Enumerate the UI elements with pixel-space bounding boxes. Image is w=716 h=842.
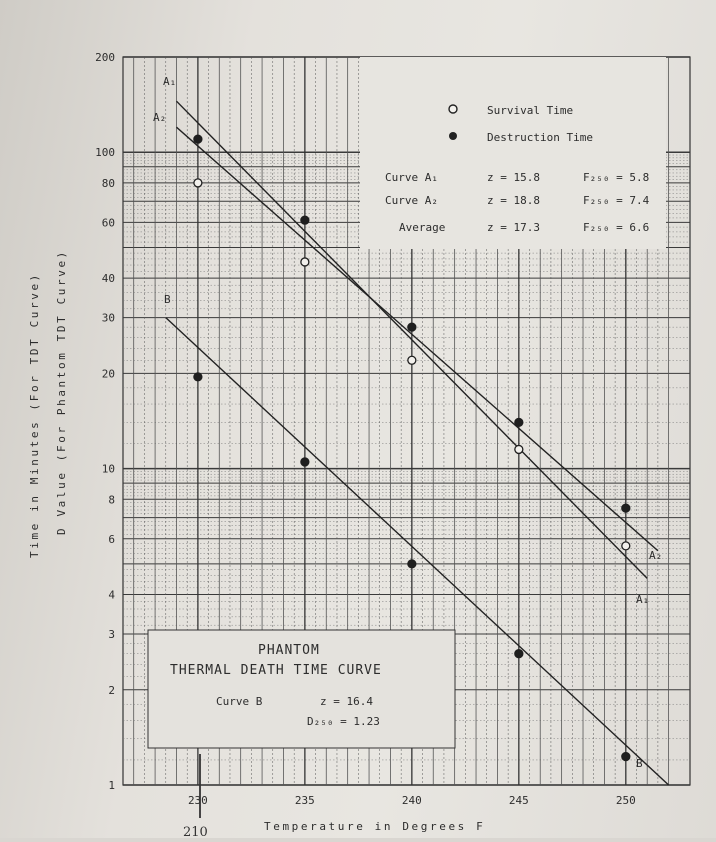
y-tick-label: 200 — [95, 51, 115, 64]
handwritten-note: 210 — [183, 825, 208, 838]
stats-row2-z: z = 18.8 — [487, 194, 540, 207]
y-axis-title-outer: Time in Minutes (For TDT Curve) — [28, 272, 41, 558]
destruction-point — [194, 135, 202, 143]
y-tick-label: 2 — [108, 683, 115, 697]
y-tick-label: 40 — [101, 272, 115, 286]
y-tick-label: 100 — [95, 146, 115, 160]
stats-row1-label: Curve A₁ — [385, 171, 438, 184]
stats-row3-f: F₂₅₀ = 6.6 — [583, 221, 650, 234]
phantom-point — [515, 650, 523, 658]
y-tick-label: 80 — [101, 176, 115, 190]
survival-point — [515, 445, 523, 453]
phantom-title: PHANTOM — [258, 643, 320, 658]
y-tick-label: 8 — [108, 493, 115, 507]
label-a1-top: A₁ — [163, 75, 177, 88]
label-a2-top: A₂ — [153, 111, 167, 124]
phantom-point — [408, 560, 416, 568]
y-tick-label: 1 — [108, 779, 115, 792]
survival-point — [301, 258, 309, 266]
y-tick-labels — [95, 51, 115, 792]
y-tick-label: 6 — [108, 532, 115, 546]
label-b-right: B — [636, 757, 643, 770]
survival-point — [622, 542, 630, 550]
y-tick-label: 4 — [108, 588, 115, 602]
x-tick-label: 245 — [508, 794, 529, 807]
y-tick-label: 20 — [101, 367, 115, 381]
phantom-z: z = 16.4 — [320, 695, 373, 708]
legend-destruction-marker — [449, 132, 457, 140]
x-tick-label: 235 — [294, 794, 315, 807]
x-tick-label: 240 — [401, 794, 422, 807]
x-tick-label: 250 — [615, 794, 636, 807]
destruction-point — [408, 323, 416, 331]
survival-point — [194, 179, 202, 187]
legend-survival-marker — [449, 105, 457, 113]
y-tick-label: 60 — [101, 216, 115, 230]
x-axis-title: Temperature in Degrees F — [264, 820, 486, 833]
y-axis-title-inner: D Value (For Phantom TDT Curve) — [55, 249, 68, 535]
y-tick-label: 10 — [101, 462, 115, 476]
label-b-top: B — [164, 293, 171, 306]
destruction-point — [515, 418, 523, 426]
destruction-point — [301, 216, 309, 224]
curve-stats — [385, 171, 650, 234]
stats-row2-f: F₂₅₀ = 7.4 — [583, 194, 650, 207]
x-tick-label: 230 — [187, 794, 208, 807]
stats-row3-label: Average — [399, 221, 446, 234]
y-tick-label: 30 — [101, 311, 115, 325]
phantom-point — [301, 458, 309, 466]
survival-point — [408, 356, 416, 364]
phantom-point — [194, 373, 202, 381]
stats-row3-z: z = 17.3 — [487, 221, 540, 234]
phantom-point — [622, 753, 630, 761]
phantom-curve-label: Curve B — [216, 695, 263, 708]
legend-survival-label: Survival Time — [487, 104, 574, 117]
stats-row1-f: F₂₅₀ = 5.8 — [583, 171, 650, 184]
phantom-subtitle: THERMAL DEATH TIME CURVE — [170, 663, 382, 678]
stats-row2-label: Curve A₂ — [385, 194, 438, 207]
y-tick-label: 3 — [108, 628, 115, 642]
stats-row1-z: z = 15.8 — [487, 171, 540, 184]
label-a1-right: A₁ — [636, 593, 650, 606]
destruction-point — [622, 504, 630, 512]
phantom-d: D₂₅₀ = 1.23 — [307, 715, 380, 728]
legend-destruction-label: Destruction Time — [487, 131, 593, 144]
label-a2-right: A₂ — [649, 549, 663, 562]
